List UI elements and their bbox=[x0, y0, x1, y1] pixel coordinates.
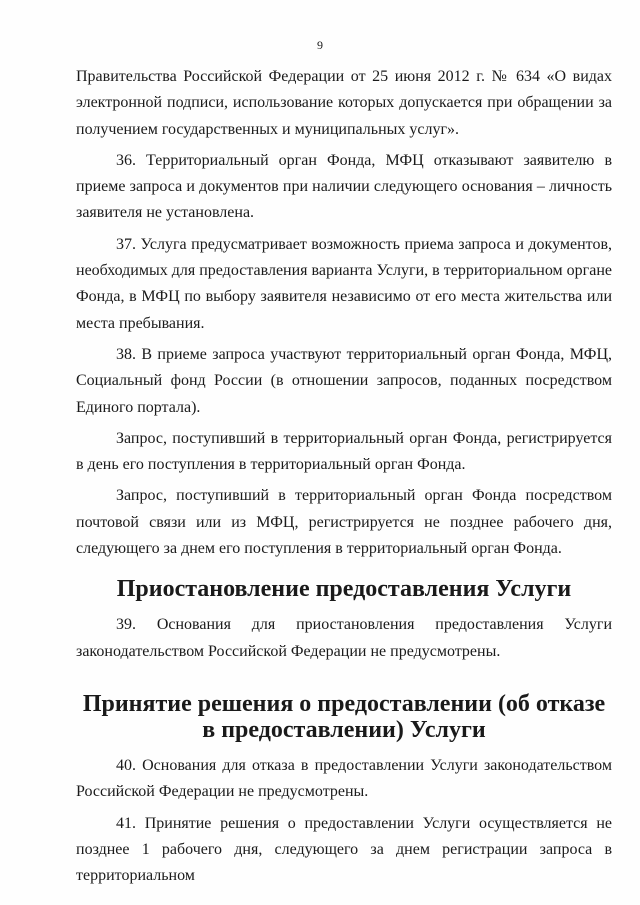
page-number: 9 bbox=[317, 38, 323, 52]
heading-decision: Принятие решения о предоставлении (об отказе в предоставлении) Услуги bbox=[82, 690, 606, 743]
paragraph-40: 40. Основания для отказа в предоставлении Услуги законодательством Российской Федерации не предусмотрены. bbox=[76, 756, 612, 801]
paragraph-41: 41. Принятие решения о предоставлении Услуги осуществляется не позднее 1 рабочего дня, следующего за днем регистрации запроса в территориальном bbox=[76, 814, 612, 885]
paragraph-37: 37. Услуга предусматривает возможность приема запроса и документов, необходимых для предоставления варианта Услуги, в территориальном органе Фонда, в МФЦ по выбору заявителя независимо от его места жительства или места пребывания. bbox=[76, 235, 612, 332]
paragraph-36: 36. Территориальный орган Фонда, МФЦ отказывают заявителю в приеме запроса и документов при наличии следующего основания – личность заявителя не установлена. bbox=[76, 151, 612, 222]
paragraph-38: 38. В приеме запроса участвуют территориальный орган Фонда, МФЦ, Социальный фонд России (в отношении запросов, поданных посредством Единого портала). bbox=[76, 345, 612, 416]
paragraph-39: 39. Основания для приостановления предоставления Услуги законодательством Российской Федерации не предусмотрены. bbox=[76, 616, 612, 660]
document-body bbox=[76, 64, 612, 894]
paragraph-38-registration: Запрос, поступивший в территориальный орган Фонда, регистрируется в день его поступления в территориальный орган Фонда. bbox=[76, 429, 612, 474]
heading-suspension: Приостановление предоставления Услуги bbox=[116, 576, 572, 603]
paragraph-38-postal: Запрос, поступивший в территориальный орган Фонда посредством почтовой связи или из МФЦ, регистрируется не позднее рабочего дня, следующего за днем его поступления в территориальный орган Фонда. bbox=[76, 487, 612, 558]
paragraph-continuation: Правительства Российской Федерации от 25 июня 2012 г. № 634 «О видах электронной подписи, использование которых допускается при обращении за получением государственных и муниципальных услуг». bbox=[76, 68, 612, 138]
